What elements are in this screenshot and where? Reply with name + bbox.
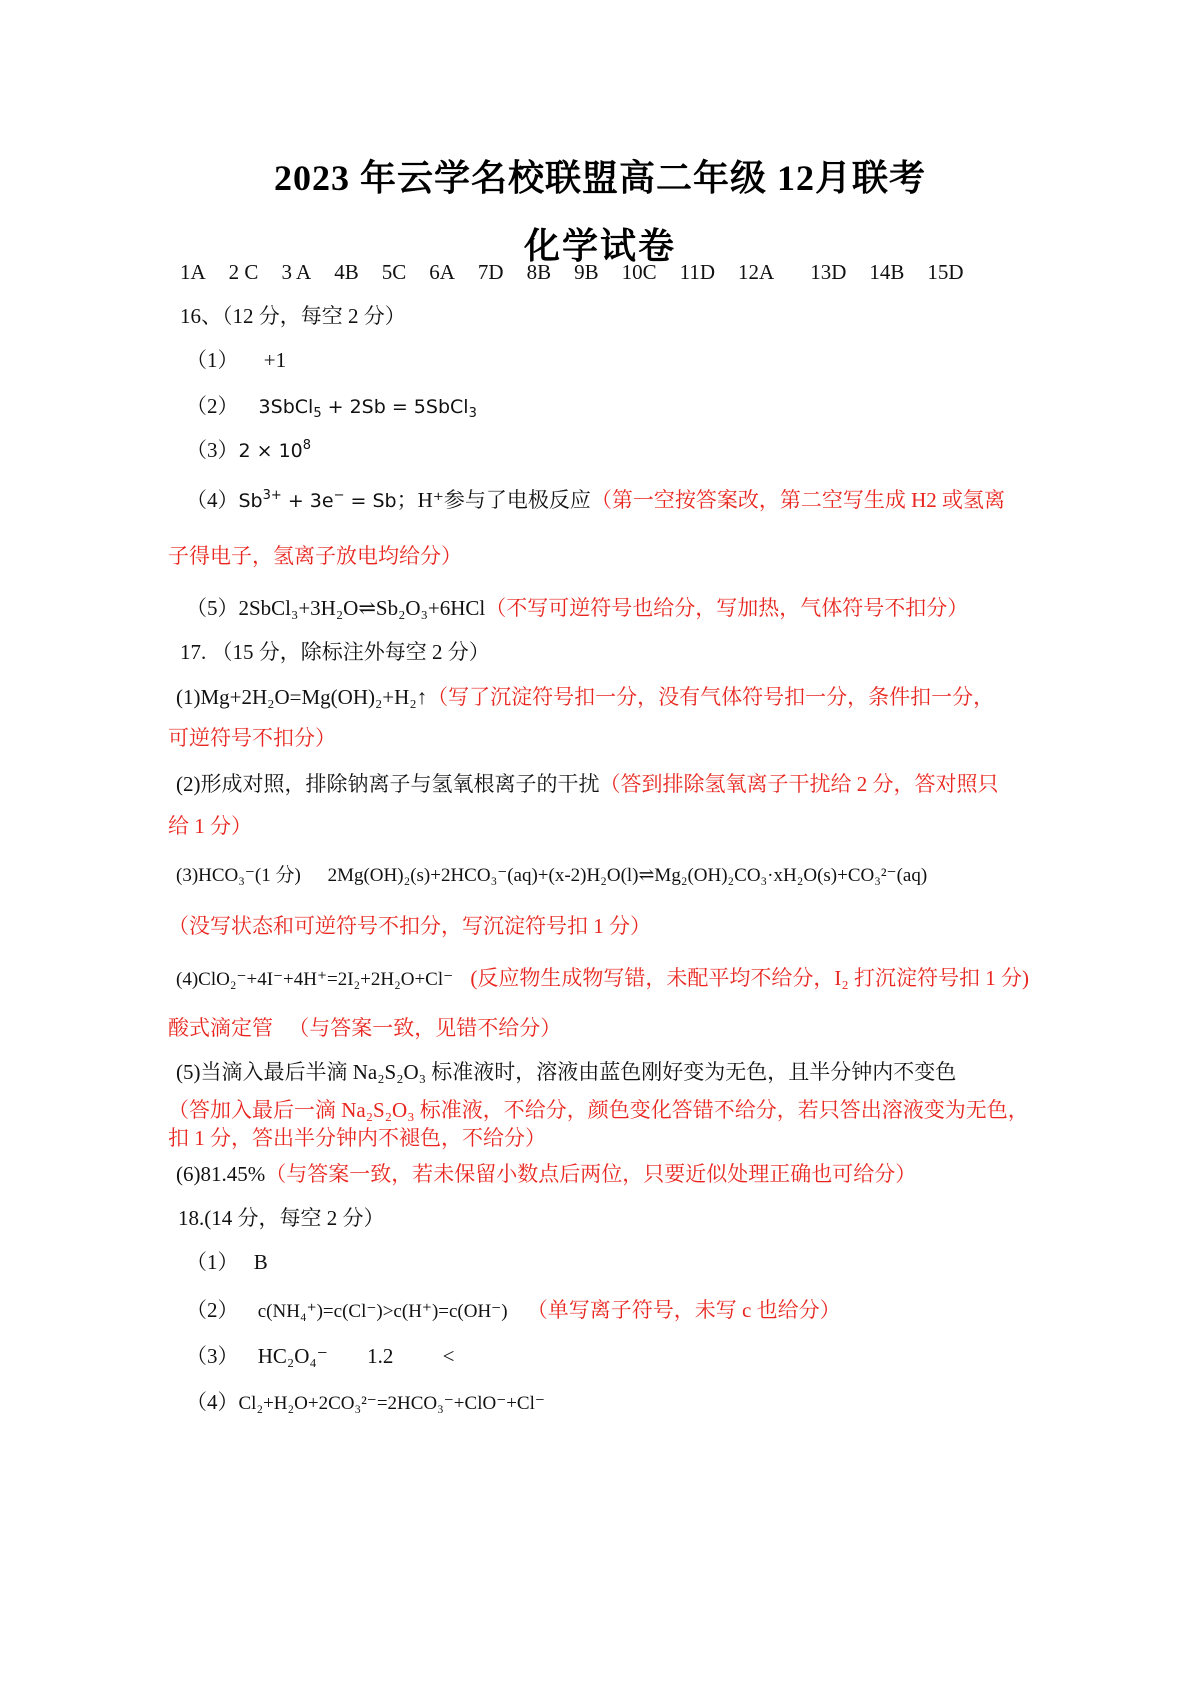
q17-part4b [168, 1014, 561, 1042]
q18-header: 18.(14 分，每空 2 分） [178, 1206, 385, 1230]
q17-part2 [176, 770, 999, 798]
grading-note: （答到排除氢氧离子干扰给 2 分，答对照只 [599, 772, 999, 796]
grading-note: （没写状态和可逆符号不扣分，写沉淀符号扣 1 分） [168, 914, 651, 938]
equation: Cl₂+H₂O+2CO₃²⁻=2HCO₃⁻+ClO⁻+Cl⁻ [238, 1393, 545, 1414]
grading-note: 给 1 分） [168, 814, 252, 838]
multiple-choice-answers [180, 258, 987, 286]
part-number: （3） [186, 438, 239, 462]
grading-note: （答加入最后一滴 Na₂S₂O₃ 标准液，不给分，颜色变化答错不给分，若只答出溶液变为无色， [168, 1098, 1029, 1122]
grading-note: （与答案一致，若未保留小数点后两位，只要近似处理正确也可给分） [265, 1162, 917, 1186]
answer: B [253, 1250, 268, 1274]
mc-answer: 5C [381, 260, 407, 284]
q17-part4 [176, 964, 1029, 994]
grading-note: 扣 1 分，答出半分钟内不褪色，不给分） [168, 1126, 546, 1150]
mc-answer: 3 A [281, 260, 312, 284]
equation: 2Mg(OH)₂(s)+2HCO₃⁻(aq)+(x-2)H₂O(l)⇌Mg₂(OH)₂CO₃·xH₂O(s)+CO₃²⁻(aq) [327, 865, 928, 886]
q18-part1 [186, 1248, 268, 1276]
grading-note: 可逆符号不扣分） [168, 726, 336, 750]
part-number: （4） [186, 1390, 239, 1414]
part-number: （2） [186, 394, 239, 418]
part-number: （2） [186, 1298, 239, 1322]
mc-answer: 4B [334, 260, 359, 284]
part-number: （5） [186, 596, 239, 620]
mc-answer: 10C [621, 260, 657, 284]
grading-note: （第一空按答案改，第二空写生成 H2 或氢离 [590, 488, 1006, 512]
mc-answer: 11D [679, 260, 716, 284]
q17-part1 [176, 683, 994, 711]
q16-header: 16、（12 分，每空 2 分） [180, 304, 406, 328]
answer: (2)形成对照，排除钠离子与氢氧根离子的干扰 [176, 772, 600, 796]
q17-part6 [176, 1160, 916, 1188]
equation: 2SbCl₃+3H₂O⇌Sb₂O₃+6HCl [238, 596, 486, 620]
part-number: （4） [186, 488, 239, 512]
page-subtitle: 化学试卷 [523, 226, 676, 266]
q17-part5: (5)当滴入最后半滴 Na₂S₂O₃ 标准液时，溶液由蓝色刚好变为无色，且半分钟内不变色 [176, 1060, 957, 1084]
mc-answer: 14B [869, 260, 905, 284]
part-number: （1） [186, 1250, 239, 1274]
mc-answer: 13D [810, 260, 847, 284]
grading-note: （单写离子符号，未写 c 也给分） [526, 1298, 841, 1322]
part-number: （1） [186, 348, 239, 372]
q18-part3 [186, 1342, 454, 1370]
equation: (4)ClO₂⁻+4I⁻+4H⁺=2I₂+2H₂O+Cl⁻ [176, 969, 454, 990]
mc-answer: 15D [927, 260, 964, 284]
mc-answer: 9B [574, 260, 599, 284]
q17-header: 17. （15 分，除标注外每空 2 分） [180, 640, 490, 664]
answer: $2 \times 10^8$ [238, 438, 312, 462]
q16-part4: $(4)Sb^{3+} + 3e^- = Sb$；H⁺参与了电极反应（第一空按答案改，第二空写生成 H2 或氢离 [186, 488, 1006, 512]
q16-part5 [186, 594, 968, 622]
mc-answer: 12A [738, 260, 775, 284]
equation: c(NH₄⁺)=c(Cl⁻)>c(H⁺)=c(OH⁻) [257, 1301, 508, 1322]
answer: < [442, 1344, 455, 1368]
q17-part3 [176, 862, 927, 890]
answer: H⁺参与了电极反应 [417, 488, 591, 512]
answer: (3)HCO₃⁻(1 分) [176, 865, 301, 886]
answer: HC₂O₄⁻ [257, 1344, 328, 1368]
grading-note: （与答案一致，见错不给分） [288, 1016, 562, 1040]
mc-answer: 6A [429, 260, 455, 284]
mc-answer: 8B [526, 260, 552, 284]
answer: 酸式滴定管 [168, 1016, 273, 1040]
page-title: 2023 年云学名校联盟高二年级 12月联考 [273, 158, 926, 198]
answer: 1.2 [367, 1344, 394, 1368]
part-number: （3） [186, 1344, 239, 1368]
mc-answer: 7D [477, 260, 504, 284]
q18-part4 [186, 1388, 545, 1418]
answer: (6)81.45% [176, 1162, 266, 1186]
grading-note: （不写可逆符号也给分，写加热，气体符号不扣分） [485, 596, 969, 620]
equation: (1)Mg+2H₂O=Mg(OH)₂+H₂↑ [176, 685, 428, 709]
answer: +1 [263, 348, 287, 372]
q18-part2 [186, 1296, 841, 1326]
equation: $Sb^{3+} + 3e^- = Sb$ [238, 488, 397, 512]
q16-part2 [186, 392, 477, 421]
equation: 3SbCl$_5$ + 2Sb = 5SbCl$_3$ [258, 396, 477, 421]
q16-part1 [186, 346, 286, 374]
q16-part3 [186, 436, 311, 465]
grading-note: （写了沉淀符号扣一分，没有气体符号扣一分，条件扣一分， [427, 685, 995, 709]
grading-note: (反应物生成物写错，未配平均不给分，I₂ 打沉淀符号扣 1 分) [470, 966, 1029, 990]
grading-note: 子得电子，氢离子放电均给分） [168, 544, 462, 568]
mc-answer: 2 C [228, 260, 259, 284]
mc-answer: 1A [180, 260, 206, 284]
